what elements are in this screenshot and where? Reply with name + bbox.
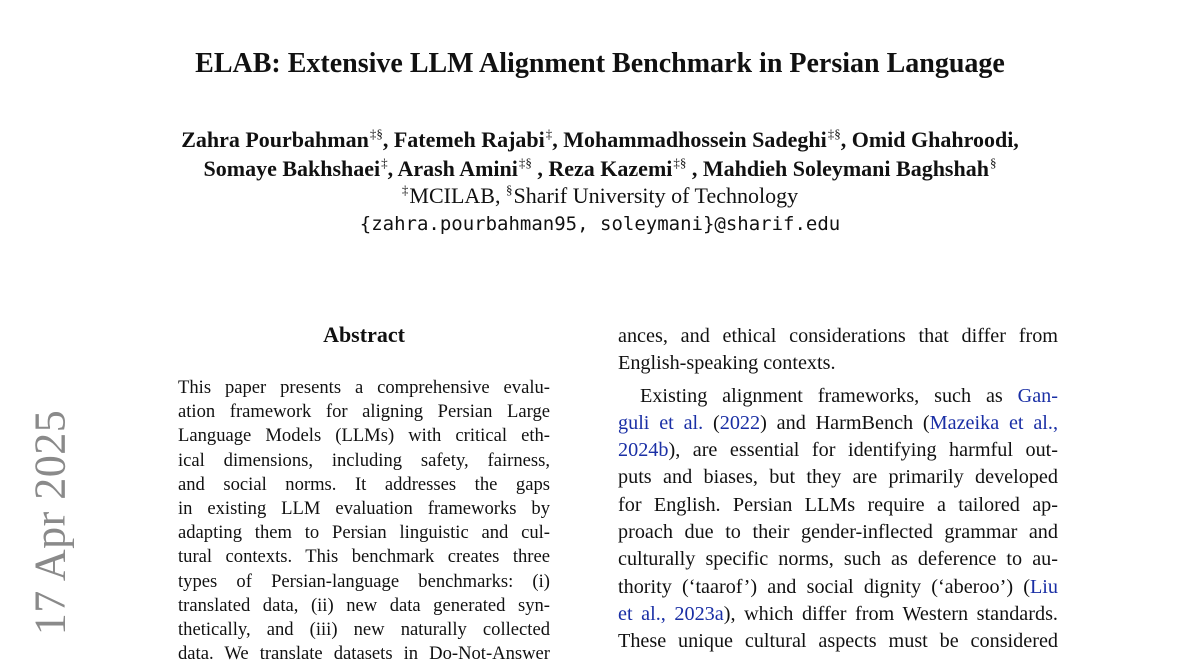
author-separator: , [840, 127, 852, 152]
author-affiliation-mark: ‡§ [673, 155, 687, 170]
abstract-line: This paper presents a comprehensive evalu- [178, 377, 550, 398]
body-line [618, 492, 1058, 519]
abstract-line: types of Persian-language benchmarks: (i) [178, 570, 550, 592]
body-line [618, 410, 1058, 437]
citation-link[interactable]: guli et al. [618, 411, 704, 434]
author-affiliation-mark: ‡§ [827, 126, 841, 141]
abstract-heading: Abstract [323, 322, 405, 347]
introduction-column [618, 323, 1058, 656]
citation-link[interactable]: Gan- [1017, 384, 1058, 407]
author-affiliation-mark: ‡§ [518, 155, 532, 170]
author-affiliation-mark: ‡ [381, 155, 388, 170]
abstract-line: adapting them to Persian linguistic and cul- [178, 522, 550, 544]
author-name: Reza Kazemi [548, 156, 673, 181]
body-text: ( [703, 411, 720, 434]
side-date: 17 Apr 2025 [25, 409, 75, 636]
abstract-line: thetically, and (iii) new naturally collected [178, 618, 550, 640]
affiliation-mark: § [505, 182, 513, 197]
body-line [618, 383, 1058, 410]
author-name: Fatemeh Rajabi [393, 127, 545, 152]
arxiv-side-stamp [18, 409, 82, 636]
author-separator: , [531, 156, 549, 181]
affiliation-name: Sharif University of Technology [513, 183, 799, 208]
body-line [618, 574, 1058, 601]
body-text: ) and HarmBench ( [760, 411, 930, 434]
body-text: ), are essential for identifying harmful out- [668, 439, 1058, 462]
author-name: Somaye Bakhshaei [203, 156, 381, 181]
author-affiliation-mark: § [989, 155, 997, 170]
author-name: Mohammadhossein Sadeghi [563, 127, 827, 152]
citation-link[interactable]: et al., 2023a [618, 602, 724, 625]
citation-link[interactable]: 2022 [719, 411, 761, 434]
body-line [618, 601, 1058, 628]
abstract-line: tural contexts. This benchmark creates three [178, 546, 550, 568]
abstract-line: Language Models (LLMs) with critical eth- [178, 425, 550, 447]
paper-title: ELAB: Extensive LLM Alignment Benchmark in Persian Language [195, 48, 1005, 79]
affiliation-name: MCILAB, [409, 183, 506, 208]
abstract-line: translated data, (ii) new data generated syn- [178, 594, 550, 616]
body-text: proach due to their gender-inflected grammar and [618, 521, 1058, 544]
body-line [618, 628, 1058, 655]
body-text: thority (‘taarof’) and social dignity (‘aberoo’) ( [618, 575, 1030, 598]
body-line [618, 323, 1058, 350]
body-line [618, 464, 1058, 491]
abstract-line: ical dimensions, including safety, fairness, [178, 449, 550, 471]
abstract-line: ation framework for aligning Persian Large [178, 401, 550, 423]
author-name: Omid Ghahroodi, [851, 127, 1019, 152]
body-text: These unique cultural aspects must be considered [618, 630, 1058, 653]
body-line [618, 519, 1058, 546]
author-affiliation-mark: ‡ [545, 126, 553, 141]
author-line-1 [0, 125, 1200, 154]
author-list [0, 125, 1200, 183]
body-text: for English. Persian LLMs require a tailored ap- [618, 493, 1058, 516]
body-text: culturally specific norms, such as deference to au- [618, 548, 1058, 571]
affiliations [0, 183, 1200, 209]
author-separator: , [552, 127, 564, 152]
body-text: ances, and ethical considerations that differ from [618, 325, 1058, 347]
body-line [618, 350, 1058, 377]
affiliation-mark: ‡ [401, 182, 409, 197]
abstract-line: in existing LLM evaluation frameworks by [178, 497, 550, 519]
author-line-2 [0, 154, 1200, 183]
author-affiliation-mark: ‡§ [369, 126, 383, 141]
abstract-line: data. We translate datasets in Do-Not-Answer [178, 643, 550, 665]
citation-link[interactable]: 2024b [618, 439, 669, 462]
author-name: Mahdieh Soleymani Baghshah [702, 156, 989, 181]
author-separator: , [382, 127, 394, 152]
citation-link[interactable]: Mazeika et al., [929, 411, 1058, 434]
citation-link[interactable]: Liu [1029, 575, 1058, 598]
abstract-body [178, 376, 550, 666]
body-text: puts and biases, but they are primarily developed [618, 466, 1058, 489]
body-text: Existing alignment frameworks, such as [640, 384, 1018, 407]
author-separator: , [387, 156, 398, 181]
body-text: ), which differ from Western standards. [723, 602, 1058, 625]
body-text: English-speaking contexts. [618, 352, 836, 375]
body-line [618, 546, 1058, 573]
body-line [618, 437, 1058, 464]
author-name: Arash Amini [397, 156, 518, 181]
abstract-line: and social norms. It addresses the gaps [178, 473, 550, 495]
author-separator: , [686, 156, 703, 181]
author-name: Zahra Pourbahman [181, 127, 369, 152]
contact-email[interactable]: {zahra.pourbahman95, soleymani}@sharif.edu [359, 213, 841, 235]
